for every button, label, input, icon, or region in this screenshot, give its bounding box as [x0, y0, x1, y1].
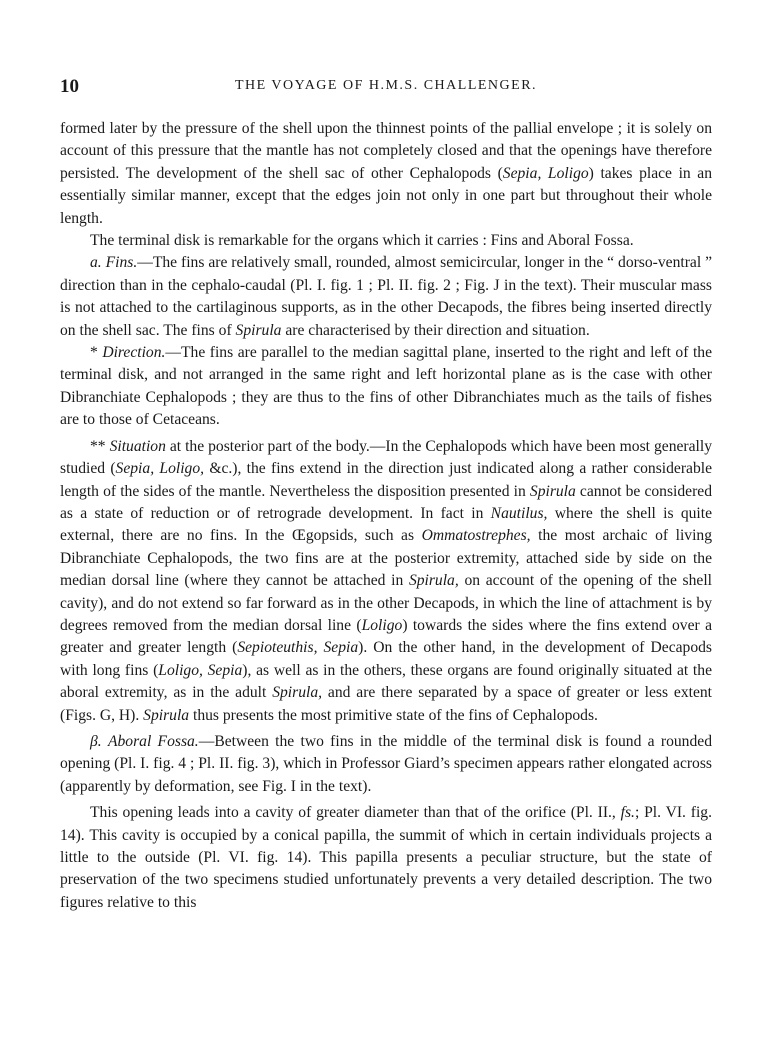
text-run: ). On the other hand, in the development of Decapods with long fins ( — [60, 639, 712, 679]
paragraph — [60, 731, 712, 798]
text-run: This opening leads into a cavity of greater diameter than that of the orifice (Pl. II., — [90, 804, 621, 822]
italic-run: β. — [90, 732, 108, 750]
italic-run: Direction. — [102, 344, 166, 362]
text-run: ; Pl. VI. fig. 14). This cavity is occupied by a conical papilla, the summit of which in certain individuals projects a little to the outside (Pl. VI. fig. 14). This papilla presents a peculiar structure, but the state of preservation of the two specimens studied unfortunately prevents a very detailed description. The two figures relative to this — [60, 804, 712, 911]
italic-run: Spirula — [529, 482, 576, 500]
text-run: cannot be considered as a state of reduction or of retrograde development. In fact in — [60, 482, 712, 522]
text-run: at the posterior part of the body.—In the Cephalopods which have been most generally studied ( — [60, 437, 712, 478]
italic-run: Sepioteuthis, Sepia — [237, 639, 359, 657]
text-run: ) towards the sides where the fins extend over a greater and greater length ( — [60, 616, 712, 657]
text-run: thus presents the most primitive state of the fins of Cephalopods. — [189, 706, 598, 724]
italic-run: Sepia, Loligo, — [115, 460, 205, 478]
paragraph — [60, 802, 712, 914]
text-run: where the shell is quite external, there are no fins. In the Œgopsids, such as — [60, 504, 712, 545]
text-run: on account of the opening of the shell cavity), and do not extend so far forward as in the other Decapods, in which the line of attachment is by degrees removed from the median dorsal line ( — [60, 572, 712, 634]
italic-run: Loligo — [361, 616, 403, 634]
italic-run: Fins. — [105, 254, 138, 272]
italic-run: Spirula, — [408, 572, 459, 590]
text-run: ** — [90, 437, 110, 455]
italic-run: Nautilus, — [490, 504, 548, 522]
italic-run: Aboral Fossa. — [107, 732, 199, 750]
italic-run: Spirula — [143, 706, 190, 724]
text-run: &c.), the fins extend in the direction just indicated along a rather considerable length of the sides of the mantle. Nevertheless the disposition presented in — [60, 460, 713, 500]
paragraph — [60, 436, 712, 727]
italic-run: a. — [90, 254, 106, 272]
page-header — [60, 76, 712, 98]
page-number: 10 — [60, 76, 79, 97]
text-run: formed later by the pressure of the shell upon the thinnest points of the pallial envelope ; it is solely on account of this pressure that the mantle has not completely closed and that the openings have therefore persisted. The development of the shell sac of other Cephalopods ( — [60, 120, 712, 182]
italic-run: Loligo, Sepia — [158, 661, 243, 679]
paragraph — [60, 230, 712, 252]
text-run: ), as well as in the others, these organs are found originally situated at the aboral extremity, as in the adult — [60, 661, 712, 702]
paragraph — [60, 342, 712, 432]
text-run: —Between the two fins in the middle of the terminal disk is found a rounded opening (Pl. I. fig. 4 ; Pl. II. fig. 3), which in Professor Giard’s specimen appears rather elongated across (apparently by deformation, see Fig. I in the text). — [60, 732, 712, 795]
body-text — [60, 118, 712, 914]
text-run: are characterised by their direction and situation. — [281, 321, 590, 339]
text-run: ) takes place in an essentially similar manner, except that the edges join not only in one part but throughout their whole length. — [60, 164, 713, 227]
italic-run: fs. — [620, 804, 635, 822]
paragraph — [60, 252, 712, 342]
paragraph — [60, 118, 712, 230]
italic-run: Spirula — [235, 321, 282, 339]
italic-run: Situation — [109, 437, 166, 455]
text-run: The terminal disk is remarkable for the organs which it carries : Fins and Aboral Fossa. — [90, 232, 634, 250]
italic-run: Sepia, Loligo — [502, 164, 589, 182]
text-run: the most archaic of living Dibranchiate Cephalopods, the two fins are at the posterior extremity, attached side by side on the median dorsal line (where they cannot be attached in — [60, 527, 712, 590]
text-run: —The fins are parallel to the median sagittal plane, inserted to the right and left of the terminal disk, and not arranged in the same right and left horizontal plane as is the case with other Dibranchiate Cephalopods ; they are thus to the fins of other Dibranchiates much as the tails of fishes are to those of Cetaceans. — [60, 344, 712, 429]
text-run: and are there separated by a space of greater or less extent (Figs. G, H). — [60, 684, 713, 724]
italic-run: Ommatostrephes, — [421, 527, 531, 545]
text-run: —The fins are relatively small, rounded, almost semicircular, longer in the “ dorso-ventral ” direction than in the cephalo-caudal (Pl. I. fig. 1 ; Pl. II. fig. 2 ; Fig. J in the text). Their muscular mass is not attached to the cartilaginous supports, as in the other Decapods, the fibres being inserted directly on the shell sac. The fins of — [60, 254, 713, 339]
text-run: * — [90, 344, 103, 362]
running-title: THE VOYAGE OF H.M.S. CHALLENGER. — [234, 78, 538, 93]
italic-run: Spirula, — [272, 684, 323, 702]
